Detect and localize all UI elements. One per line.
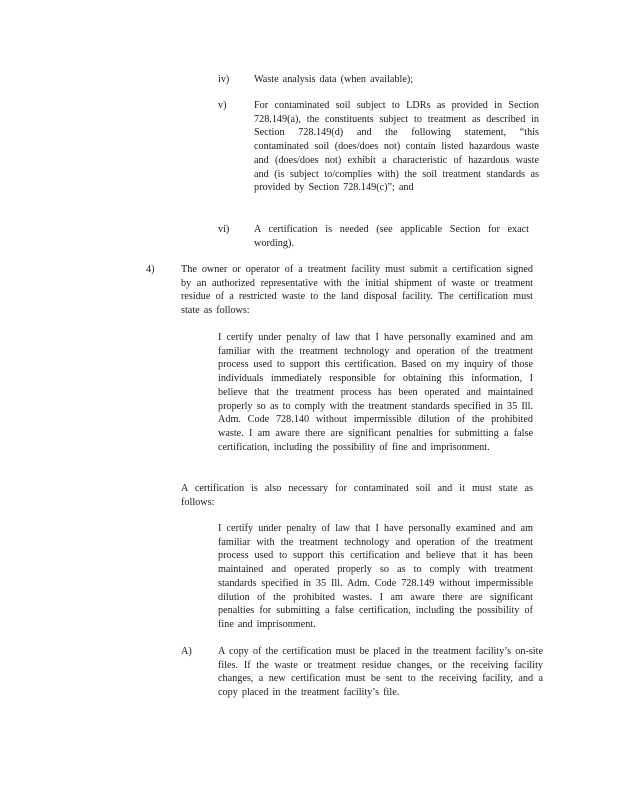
- soil-certification-intro: A certification is also necessary for contaminated soil and it must state as follows:: [181, 483, 533, 508]
- item-vi-marker: vi): [218, 224, 230, 235]
- item-a-marker: A): [181, 646, 192, 657]
- item-v-text: For contaminated soil subject to LDRs as provided in Section 728.149(a), the constituents subject to treatment as described in Section 728.149(d) and the following statement, “this contaminated soil (does/does not) contain listed hazardous waste and (does/does not) exhibit a characteristic of hazardous waste and (is subject to/complies with) the soil treatment standards as provided by Section 728.149(c)”; and: [254, 100, 539, 194]
- certification-statement-2: I certify under penalty of law that I have personally examined and am familiar with the treatment technology and operation of the treatment process used to support this certification and believe that it has been maintained and operated properly so as to comply with treatment standards specified in 35 Ill. Adm. Code 728.149 without impermissible dilution of the prohibited wastes. I am aware there are significant penalties for submitting a false certification, including the possibility of fine and imprisonment.: [218, 523, 533, 630]
- section-4-marker: 4): [146, 264, 155, 275]
- certification-statement-1: I certify under penalty of law that I have personally examined and am familiar with the treatment technology and operation of the treatment process used to support this certification. Based on my inquiry of those individuals immediately responsible for obtaining this information, I believe that the treatment process has been operated and maintained properly so as to comply with the treatment standards specified in 35 Ill. Adm. Code 728.140 without impermissible dilution of the prohibited waste. I am aware there are significant penalties for submitting a false certification, including the possibility of fine and imprisonment.: [218, 332, 533, 453]
- item-v-marker: v): [218, 100, 227, 111]
- item-iv-text: Waste analysis data (when available);: [254, 74, 414, 85]
- section-4-intro: The owner or operator of a treatment facility must submit a certification signed by an authorized representative with the initial shipment of waste or treatment residue of a restricted waste to the land disposal facility. The certification must state as follows:: [181, 264, 533, 317]
- item-iv-marker: iv): [218, 74, 230, 85]
- item-a-text: A copy of the certification must be placed in the treatment facility’s on-site files. If the waste or treatment residue changes, or the receiving facility changes, a new certification must be sent to the receiving facility, and a copy placed in the treatment facility’s file.: [218, 646, 543, 699]
- item-vi-text: A certification is needed (see applicable Section for exact wording).: [254, 224, 529, 249]
